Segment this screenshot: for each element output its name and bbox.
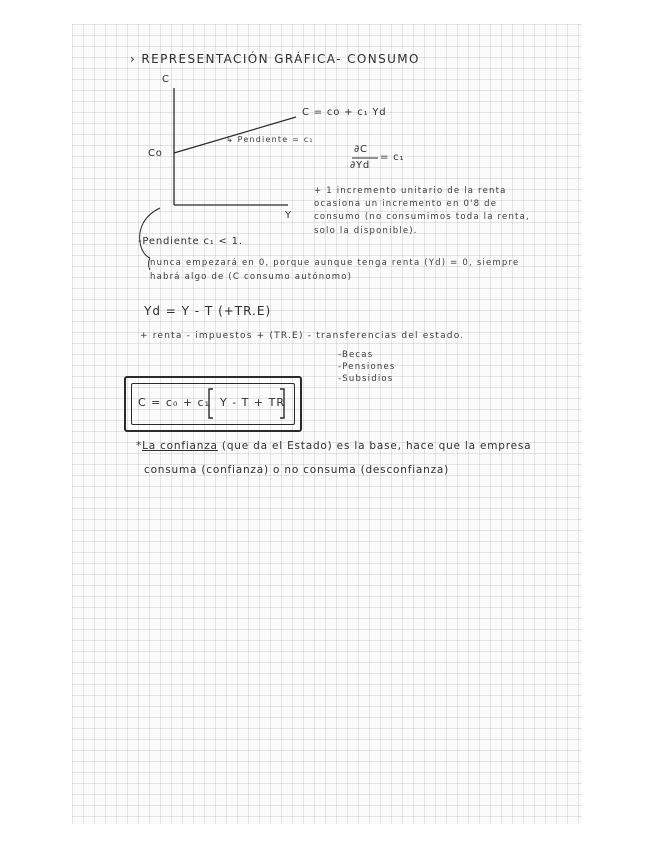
boxed-formula-left: C = c₀ + c₁ (138, 396, 211, 409)
never-zero-note-line2: habrá algo de (C consumo autónomo) (150, 272, 353, 282)
intercept-label: Co (148, 148, 163, 159)
disposable-income-formula: Yd = Y - T (+TR.E) (144, 304, 272, 318)
confidence-note-line1 (136, 440, 531, 452)
line-equation: C = co + c₁ Yd (302, 107, 387, 118)
page-title: › REPRESENTACIÓN GRÁFICA- CONSUMO (130, 52, 420, 66)
derivative-rhs: = c₁ (380, 152, 405, 163)
disposable-income-explanation: + renta - impuestos + (TR.E) - transferencias del estado. (140, 331, 465, 341)
confidence-lead: La confianza (142, 440, 218, 452)
transfer-item-pensiones: -Pensiones (338, 362, 396, 372)
increment-note-line3: consumo (no consumimos toda la renta, (314, 212, 530, 222)
increment-note-line1: + 1 incremento unitario de la renta (314, 186, 507, 196)
transfer-item-becas: -Becas (338, 350, 374, 360)
slope-label: ↳ Pendiente = c₁ (226, 135, 314, 144)
brace-curve (140, 208, 160, 258)
boxed-formula-bracket-content: Y - T + TR (220, 396, 285, 409)
never-zero-note-line1: nunca empezará en 0, porque aunque tenga renta (Yd) = 0, siempre (150, 258, 520, 268)
transfer-item-subsidios: -Subsidios (338, 374, 394, 384)
confidence-note-line2: consuma (confianza) o no consuma (desconfianza) (144, 464, 450, 476)
y-axis-label: C (162, 74, 170, 85)
increment-note-line2: ocasiona un incremento en 0'8 de (314, 199, 498, 209)
confidence-star: * (136, 440, 143, 452)
x-axis-label: Y (285, 210, 292, 221)
confidence-line1-rest: (que da el Estado) es la base, hace que la empresa (217, 440, 532, 452)
slope-less-than-one: -Pendiente c₁ < 1. (138, 236, 243, 247)
derivative-denominator: ∂Yd (350, 160, 371, 171)
increment-note-line4: solo la disponible). (314, 226, 418, 236)
derivative-numerator: ∂C (354, 144, 368, 155)
